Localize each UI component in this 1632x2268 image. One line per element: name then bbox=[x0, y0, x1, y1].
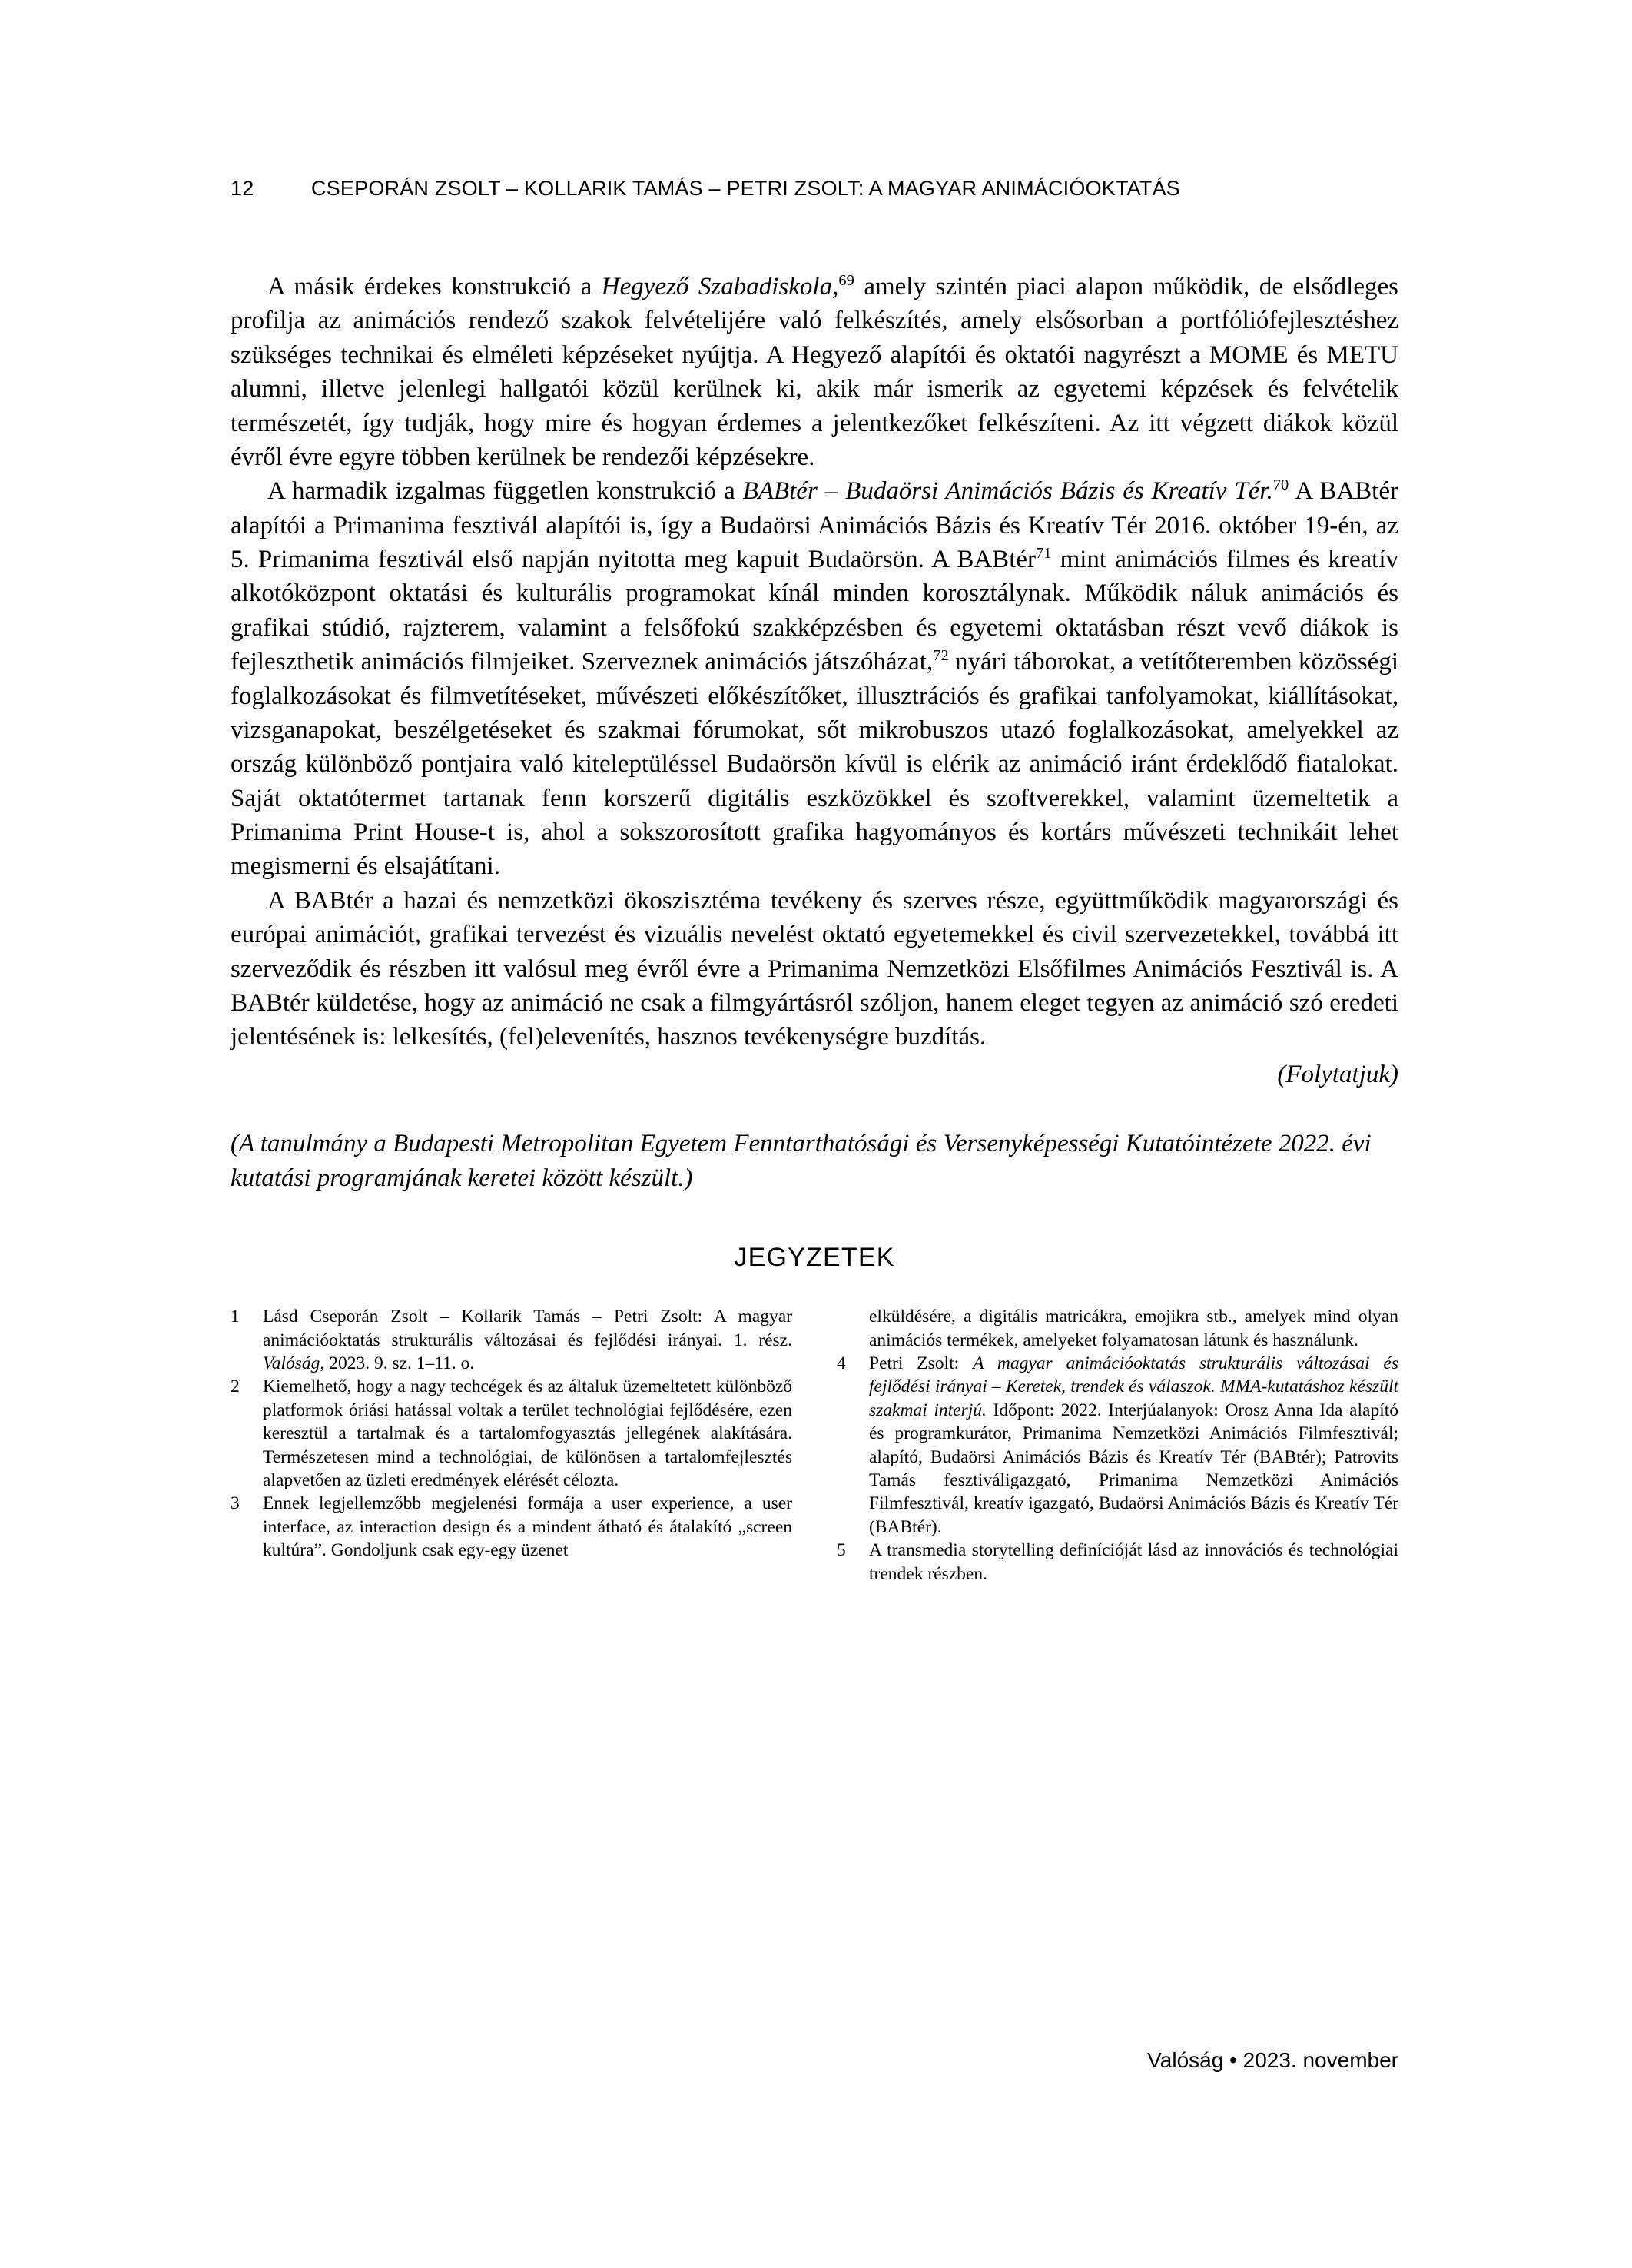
p1-text-a: A másik érdekes konstrukció a bbox=[267, 273, 602, 301]
note-item bbox=[837, 1305, 1398, 1352]
note-item bbox=[231, 1305, 792, 1375]
footnote-ref-70: 70 bbox=[1272, 477, 1289, 494]
note-text: Kiemelhető, hogy a nagy techcégek és az általuk üzemeltetett különböző platformok óriási hatással voltak a terület technológiai fejlődésére, ezen keresztül a tartalmak és a tartalomfogyasztás jellegének alakítására. Természetesen mind a technológiai, de különösen a tartalomfejlesztés alapvetően az üzleti eredmények elérését célozta. bbox=[263, 1376, 792, 1491]
p2-italic-title: BABtér – Budaörsi Animációs Bázis és Kreatív Tér. bbox=[742, 477, 1273, 506]
note-number: 2 bbox=[231, 1376, 240, 1397]
footnote-ref-72: 72 bbox=[933, 647, 949, 665]
note-text-italic: A magyar animációoktatás strukturális változásai és fejlődési irányai – Keretek, trendek és válaszok. MMA-kutatáshoz készült szakmai interjú. bbox=[869, 1353, 1398, 1420]
note-text: Ennek legjellemzőbb megjelenési formája a user experience, a user interface, az interaction design és a mindent átható és átalakító „screen kultúra”. Gondoljunk csak egy-egy üzenet bbox=[263, 1493, 792, 1561]
running-head bbox=[231, 177, 1398, 201]
note-text: A transmedia storytelling definícióját lásd az innovációs és technológiai trendek részben. bbox=[869, 1540, 1398, 1584]
p2-text-d: nyári táborokat, a vetítőteremben közösségi foglalkozásokat és filmvetítéseket, művészeti előkészítőket, illusztrációs és grafikai tanfolyamokat, kiállításokat, vizsganapokat, beszélgetéseket és szakmai fórumokat, sőt mikrobuszos utazó foglalkozásokat, amelyekkel az ország különböző pontjaira való kiteleptüléssel Budaörsön kívül is elérik az animáció iránt érdeklődő fiatalokat. Saját oktatótermet tartanak fenn korszerű digitális eszközökkel és szoftverekkel, valamint üzemeltetik a Primanima Print House-t is, ahol a sokszorosított grafika hagyományos és kortárs művészeti technikáit lehet megismerni és elsajátítani. bbox=[231, 648, 1398, 881]
notes-section bbox=[231, 1305, 1398, 1586]
note-text: elküldésére, a digitális matricákra, emojikra stb., amelyek mind olyan animációs termékek, amelyeket folyamatosan látunk és használunk. bbox=[869, 1307, 1398, 1350]
footnote-ref-69: 69 bbox=[838, 272, 854, 289]
note-text bbox=[869, 1352, 1398, 1539]
notes-heading: JEGYZETEK bbox=[734, 1243, 895, 1273]
paragraph-2 bbox=[231, 474, 1398, 884]
note-text-b: Időpont: 2022. Interjúalanyok: Orosz Anna Ida alapító és programkurátor, Primanima Nemzetközi Animációs Filmfesztivál; alapító, Budaörsi Animációs Bázis és Kreatív Tér (BABtér); Patrovits Tamás fesztiváligazgató, Primanima Nemzetközi Animációs Filmfesztivál, kreatív igazgató, Budaörsi Animációs Bázis és Kreatív Tér (BABtér). bbox=[869, 1400, 1399, 1537]
note-number: 3 bbox=[231, 1493, 240, 1514]
paragraph-3: A BABtér a hazai és nemzetközi ökoszisztéma tevékeny és szerves része, együttműködik magyarországi és európai animációt, grafikai tervezést és vizuális nevelést oktató egyetemekkel és civil szervezetekkel, továbbá itt szerveződik és részben itt valósul meg évről évre a Primanima Nemzetközi Elsőfilmes Animációs Fesztivál is. A BABtér küldetése, hogy az animáció ne csak a filmgyártásról szóljon, hanem eleget tegyen az animáció szó eredeti jelentésének is: lelkesítés, (fel)elevenítés, hasznos tevékenységre buzdítás. bbox=[231, 886, 1398, 1051]
notes-column-right bbox=[837, 1305, 1398, 1586]
p1-italic-title: Hegyező Szabadiskola, bbox=[601, 273, 839, 301]
note-text-a: Lásd Cseporán Zsolt – Kollarik Tamás – Petri Zsolt: A magyar animációoktatás strukturális változásai és fejlődési irányai. 1. rész. bbox=[263, 1307, 792, 1350]
note-item bbox=[837, 1539, 1398, 1586]
note-item bbox=[231, 1375, 792, 1492]
notes-column-left bbox=[231, 1305, 792, 1586]
note-text-b: 2023. 9. sz. 1–11. o. bbox=[324, 1353, 475, 1373]
page-content bbox=[231, 177, 1398, 1586]
page-number: 12 bbox=[231, 177, 254, 200]
paragraph-1 bbox=[231, 270, 1398, 474]
p2-text-a: A harmadik izgalmas független konstrukció a bbox=[267, 477, 743, 506]
continuation-note: (Folytatjuk) bbox=[1277, 1060, 1398, 1088]
p1-text-b: amely szintén piaci alapon működik, de elsődleges profilja az animációs rendező szakok felvételijére való felkészítés, amely elsősorban a portfóliófejlesztéshez szükséges technikai és elméleti képzéseket nyújtja. A Hegyező alapítói és oktatói nagyrészt a MOME és METU alumni, illetve jelenlegi hallgatói közül kerülnek ki, akik már ismerik az egyetemi képzések és felvételik természetét, így tudják, hogy mire és hogyan érdemes a jelentkezőket felkészíteni. Az itt végzett diákok közül évről évre egyre többen kerülnek be rendezői képzésekre. bbox=[231, 273, 1398, 471]
running-head-title: CSEPORÁN ZSOLT – KOLLARIK TAMÁS – PETRI ZSOLT: A MAGYAR ANIMÁCIÓOKTATÁS bbox=[311, 177, 1180, 200]
footnote-ref-71: 71 bbox=[1036, 545, 1052, 562]
p2-text-c: mint animációs filmes és kreatív alkotóközpont oktatási és kulturális programokat kínál minden korosztálynak. Működik náluk animációs és grafikai stúdió, rajzterem, valamint a felsőfokú szakképzésben és egyetemi oktatásban részt vevő diákok is fejleszthetik animációs filmjeiket. Szerveznek animációs játszóházat, bbox=[231, 546, 1398, 676]
research-note: (A tanulmány a Budapesti Metropolitan Egyetem Fenntarthatósági és Versenyképességi Kutatóintézete 2022. évi kutatási programjának keretei között készült.) bbox=[231, 1130, 1372, 1192]
page-footer: Valóság • 2023. november bbox=[1147, 2048, 1398, 2072]
p2-text-b: A BABtér alapítói a Primanima fesztivál alapítói is, így a Budaörsi Animációs Bázis és Kreatív Tér 2016. október 19-én, az 5. Primanima fesztivál első napján nyitotta meg kapuit Budaörsön. A BABtér bbox=[231, 477, 1398, 573]
note-item bbox=[231, 1492, 792, 1562]
note-text-a: Petri Zsolt: bbox=[869, 1353, 974, 1373]
note-text-italic: Valóság, bbox=[263, 1353, 325, 1373]
note-number: 4 bbox=[837, 1353, 846, 1373]
note-text bbox=[263, 1305, 792, 1375]
note-item bbox=[837, 1352, 1398, 1539]
note-number: 5 bbox=[837, 1540, 846, 1561]
body-text bbox=[231, 270, 1398, 1195]
note-number: 1 bbox=[231, 1307, 240, 1327]
